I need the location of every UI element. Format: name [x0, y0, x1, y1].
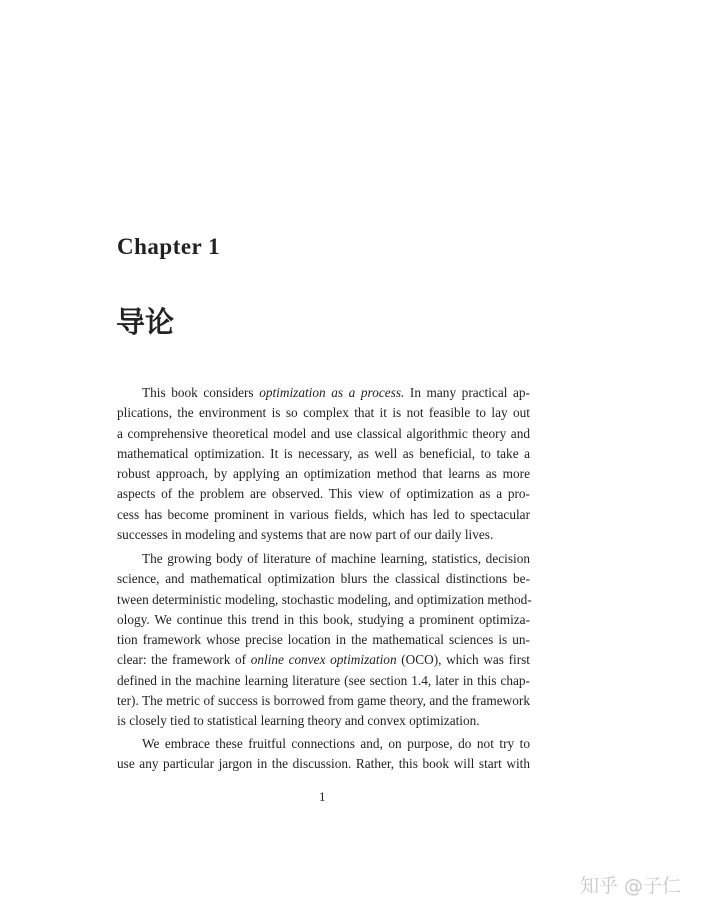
emphasis-text: optimization as a process. — [259, 385, 405, 400]
text-segment: a comprehensive theoretical model and use classical algorithmic theory and — [117, 425, 530, 441]
text-segment: use any particular jargon in the discussion. Rather, this book will start with — [117, 756, 530, 772]
text-segment: robust approach, by applying an optimization method that learns as more — [117, 466, 530, 482]
text-line — [117, 754, 530, 774]
text-line — [117, 403, 530, 423]
paragraph-1 — [117, 383, 530, 545]
chapter-title: 导论 — [116, 305, 175, 339]
text-line — [117, 383, 530, 403]
text-segment: mathematical optimization. It is necessary, as well as beneficial, to take a — [117, 445, 530, 461]
chapter-label: Chapter 1 — [117, 234, 221, 259]
text-line — [117, 464, 530, 484]
text-segment: tween deterministic modeling, stochastic modeling, and optimization method- — [117, 591, 532, 607]
text-line — [117, 691, 530, 711]
text-line — [117, 650, 530, 670]
text-segment: ology. We continue this trend in this book, studying a prominent optimiza- — [117, 611, 530, 627]
paragraph-3 — [117, 734, 530, 775]
text-segment: clear: the framework of — [117, 652, 251, 668]
page-number: 1 — [319, 789, 326, 804]
text-segment: In many practical ap- — [404, 385, 530, 400]
watermark: 知乎 @子仁 — [580, 875, 682, 897]
text-segment: ter). The metric of success is borrowed from game theory, and the framework — [117, 693, 530, 709]
paragraph-2 — [117, 549, 530, 732]
text-segment: The growing body of literature of machine learning, statistics, decision — [142, 551, 530, 566]
text-segment: cess has become prominent in various fields, which has led to spectacular — [117, 506, 530, 522]
emphasis-text: online convex optimization — [250, 652, 397, 668]
text-segment: science, and mathematical optimization blurs the classical distinctions be- — [117, 571, 530, 587]
text-line — [117, 734, 530, 754]
text-line — [117, 569, 530, 589]
text-segment: (OCO), which was first — [396, 652, 530, 668]
text-segment: is closely tied to statistical learning theory and convex optimization. — [117, 713, 480, 729]
text-line — [117, 711, 530, 731]
text-line — [117, 671, 530, 691]
text-segment: This book considers — [142, 385, 260, 400]
text-segment: tion framework whose precise location in the mathematical sciences is un- — [117, 632, 530, 648]
text-segment: aspects of the problem are observed. This view of optimization as a pro- — [117, 486, 530, 502]
text-line — [117, 484, 530, 504]
text-line — [117, 630, 530, 650]
text-segment: We embrace these fruitful connections and, on purpose, do not try to — [142, 736, 530, 751]
text-line — [117, 505, 530, 525]
text-line — [117, 590, 530, 610]
text-line — [117, 549, 530, 569]
text-line — [117, 424, 530, 444]
text-line — [117, 610, 530, 630]
text-segment: defined in the machine learning literature (see section 1.4, later in this chap- — [117, 672, 530, 688]
text-segment: successes in modeling and systems that are now part of our daily lives. — [117, 527, 494, 543]
text-line — [117, 525, 530, 545]
text-line — [117, 444, 530, 464]
text-segment: plications, the environment is so complex that it is not feasible to lay out — [117, 405, 530, 421]
